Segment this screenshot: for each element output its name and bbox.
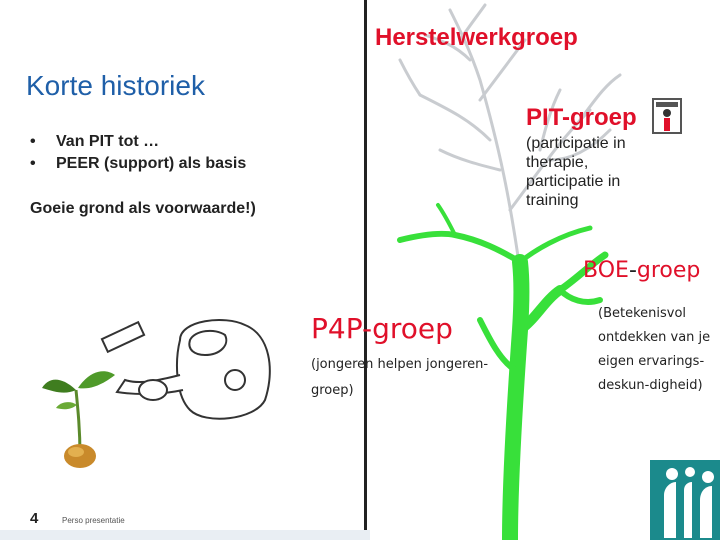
bullet-list: [30, 133, 246, 177]
bullet-marker: •: [30, 155, 36, 172]
boe-group-title: [583, 258, 700, 283]
footer-text: Perso presentatie: [62, 516, 125, 525]
pit-group-description: (participatie in therapie, participatie in training: [526, 135, 626, 209]
bullet-text: Van PIT tot …: [56, 133, 160, 150]
boe-title-part: groep: [636, 258, 701, 283]
seedling-illustration: [40, 360, 120, 470]
list-item: [30, 133, 246, 155]
organization-logo-icon: [650, 460, 720, 540]
foundation-text: Goeie grond als voorwaarde!): [30, 200, 256, 217]
p4p-group-description: (jongeren helpen jongeren-groep): [311, 357, 489, 398]
bullet-text: PEER (support) als basis: [56, 155, 247, 172]
bullet-marker: •: [30, 133, 36, 150]
boe-title-part: BOE: [583, 258, 629, 283]
boe-group-description: (Betekenisvol ontdekken van je eigen ervarings-deskun-digheid): [598, 306, 711, 393]
boe-title-separator: -: [628, 258, 637, 283]
footer-bar: [0, 530, 370, 540]
page-number: 4: [30, 510, 39, 527]
list-item: [30, 155, 246, 177]
pit-logo-icon: [652, 98, 682, 134]
p4p-group-title: P4P-groep: [311, 312, 453, 345]
pit-group-title: PIT-groep: [526, 104, 637, 131]
section-heading: Korte historiek: [26, 70, 205, 101]
watering-can-illustration: [95, 300, 295, 430]
page-title: Herstelwerkgroep: [375, 24, 578, 51]
